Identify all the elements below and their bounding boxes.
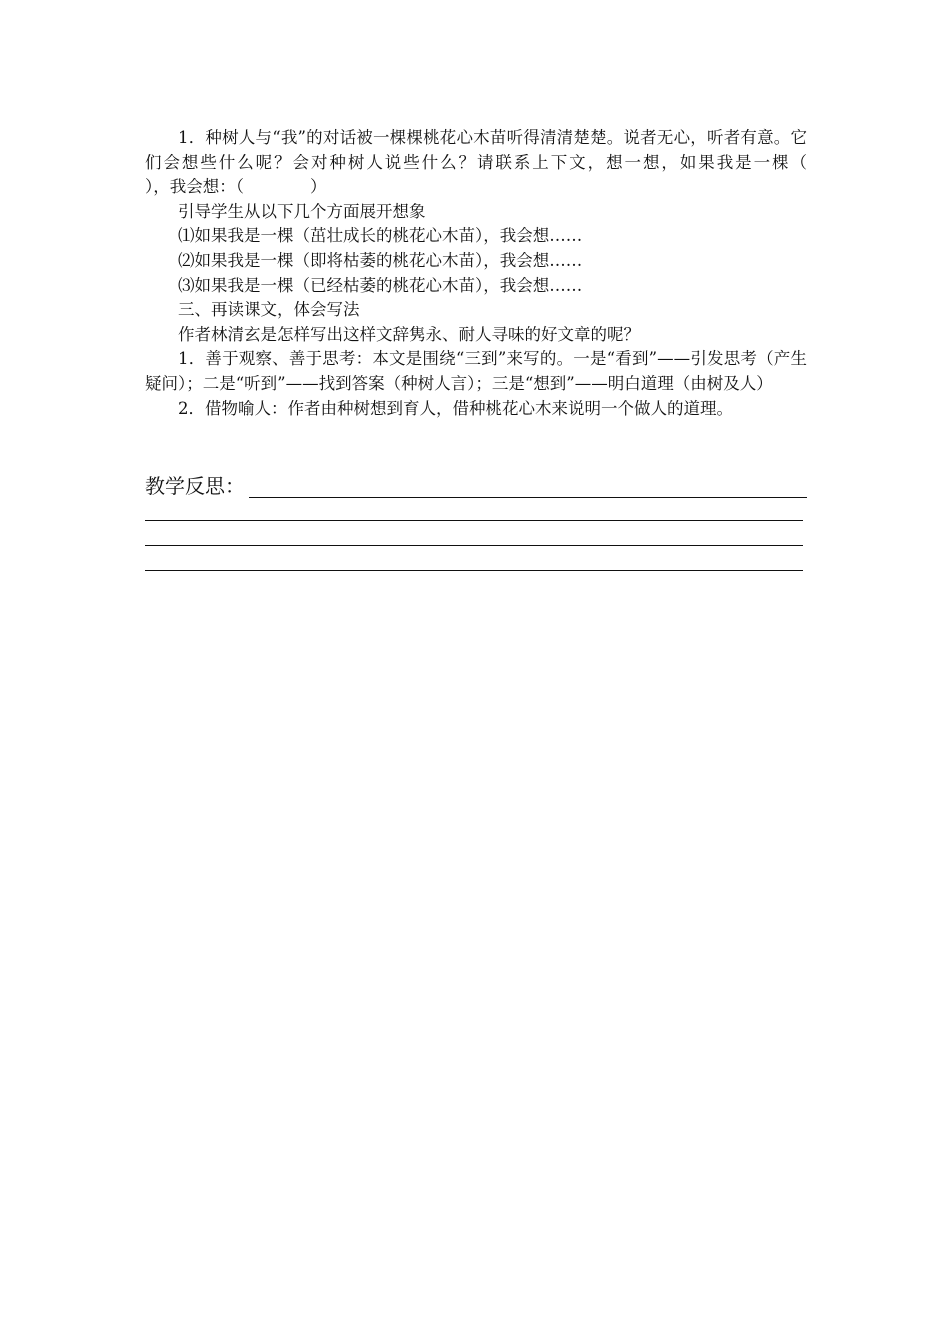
reflection-blank-line-1 xyxy=(249,477,807,498)
reflection-blank-line-2 xyxy=(145,520,803,521)
reflection-label: 教学反思： xyxy=(145,474,245,498)
paragraph-imagine-3: ⑶如果我是一棵（已经枯萎的桃花心木苗），我会想…… xyxy=(178,275,583,295)
paragraph-question-1: 1．种树人与“我”的对话被一棵棵桃花心木苗听得清清楚楚。说者无心，听者有意。它们会想些什么呢？会对种树人说些什么？请联系上下文，想一想，如果我是一棵（ ），我会想：（ ） xyxy=(145,128,873,197)
paragraph-guide: 引导学生从以下几个方面展开想象 xyxy=(178,201,426,221)
reflection-header xyxy=(145,474,807,498)
section-heading-3: 三、再读课文，体会写法 xyxy=(178,300,360,320)
paragraph-imagine-2: ⑵如果我是一棵（即将枯萎的桃花心木苗），我会想…… xyxy=(178,250,583,270)
document-body xyxy=(145,126,873,421)
reflection-blank-line-4 xyxy=(145,570,803,571)
teaching-reflection-section xyxy=(145,474,807,498)
paragraph-method-2: 2．借物喻人：作者由种树想到育人，借种桃花心木来说明一个做人的道理。 xyxy=(178,398,733,418)
reflection-blank-line-3 xyxy=(145,545,803,546)
paragraph-imagine-1: ⑴如果我是一棵（茁壮成长的桃花心木苗），我会想…… xyxy=(178,226,583,246)
paragraph-question-2: 作者林清玄是怎样写出这样文辞隽永、耐人寻味的好文章的呢？ xyxy=(178,324,640,344)
paragraph-method-1: 1．善于观察、善于思考：本文是围绕“三到”来写的。一是“看到”——引发思考（产生疑问）；二是“听到”——找到答案（种树人言）；三是“想到”——明白道理（由树及人） xyxy=(145,349,807,393)
